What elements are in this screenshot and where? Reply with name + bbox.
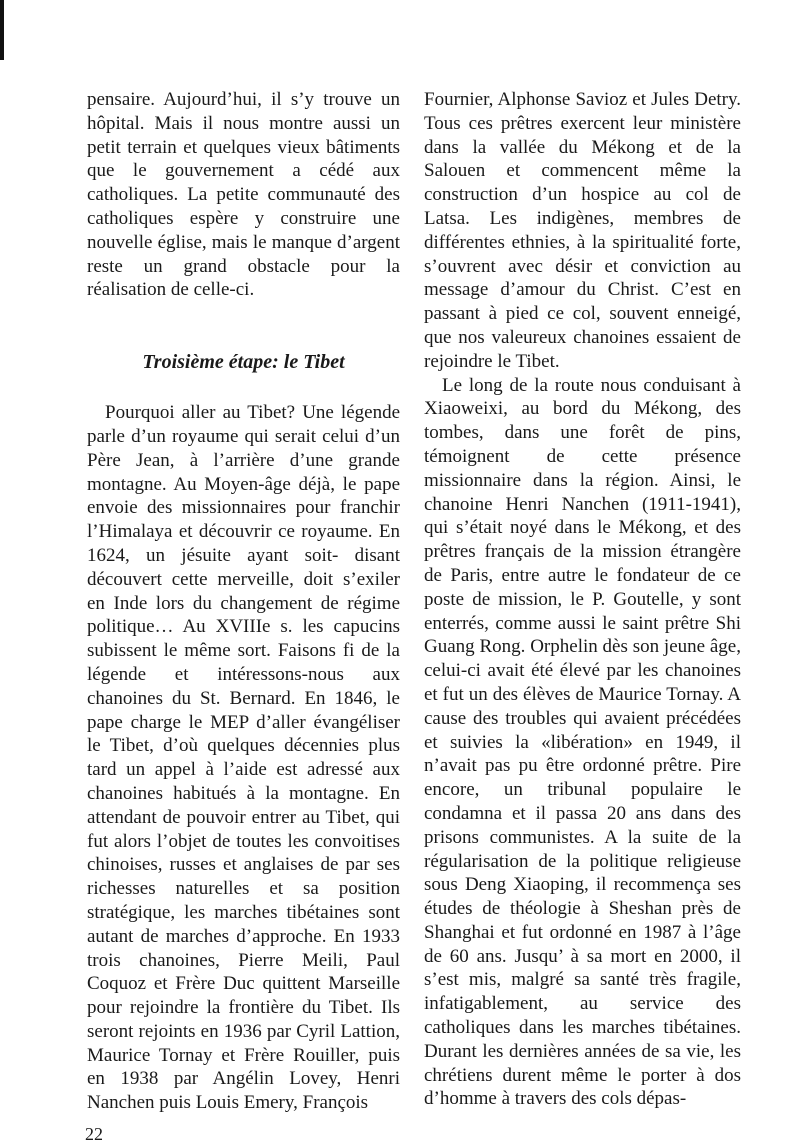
paragraph-missionaries: Fournier, Alphonse Savioz et Jules Detry. Tous ces prêtres exercent leur ministère dans la vallée du Mékong et de la Salouen et commencent même la construction d’un hospice au col de Latsa. Les indigènes, membres de différentes ethnies, à la spiritualité forte, s’ouvrent avec désir et conviction au message d’amour du Christ. C’est en passant à pied ce col, souvent enneigé, que nos valeureux chanoines essaient de rejoindre le Tibet. xyxy=(424,89,741,372)
paragraph-xiaoweixi: Le long de la route nous conduisant à Xiaoweixi, au bord du Mékong, des tombes, dans une forêt de pins, témoignent de cette présence missionnaire dans la région. Ainsi, le chanoine Henri Nanchen (1911-1941), qui s’était noyé dans le Mékong, et des prêtres français de la mission étrangère de Paris, entre autre le fondateur de ce poste de mission, le P. Goutelle, y sont enterrés, comme aussi le saint prêtre Shi Guang Rong. Orphelin dès son jeune âge, celui-ci avait été élevé par les chanoines et fut un des élèves de Maurice Tornay. A cause des troubles qui avaient précédées et suivies la «libération» en 1949, il n’avait pas pu être ordonné prêtre. Pire encore, un tribunal populaire le condamna et il passa 20 ans dans des prisons communistes. A la suite de la régularisation de la politique religieuse sous Deng Xiaoping, il recommença ses études de théologie à Sheshan près de Shanghai et fut ordonné en 1987 à l’âge de 60 ans. Jusqu’ à sa mort en 2000, il s’est mis, malgré sa santé très fragile, infatigablement, au service des catholiques dans les marches tibétaines. Durant les dernières années de sa vie, les chrétiens durent même le porter à dos d’homme à travers des cols dépas- xyxy=(424,374,741,1110)
section-heading: Troisième étape: le Tibet xyxy=(142,351,345,374)
right-column xyxy=(424,88,741,1111)
left-column xyxy=(87,88,400,1115)
page-edge-mark xyxy=(0,0,4,60)
paragraph-continuation: pensaire. Aujourd’hui, il s’y trouve un hôpital. Mais il nous montre aussi un petit terrain et quelques vieux bâtiments que le gouvernement a cédé aux catholiques. La petite communauté des catholiques espère y construire une nouvelle église, mais le manque d’argent reste un grand obstacle pour la réalisation de celle-ci. xyxy=(87,89,400,301)
paragraph-tibet-intro: Pourquoi aller au Tibet? Une légende parle d’un royaume qui serait celui d’un Père Jean, à l’arrière d’une grande montagne. Au Moyen-âge déjà, le pape envoie des missionnaires pour franchir l’Himalaya et découvrir ce royaume. En 1624, un jésuite ayant soit- disant découvert cette merveille, doit s’exiler en Inde lors du changement de régime politique… Au XVIIIe s. les capucins subissent le même sort. Faisons fi de la légende et intéressons-nous aux chanoines du St. Bernard. En 1846, le pape charge le MEP d’aller évangéliser le Tibet, d’où quelques décennies plus tard un appel à l’aide est adressé aux chanoines habitués à la montagne. En attendant de pouvoir entrer au Tibet, qui fut alors l’objet de toutes les convoitises chinoises, russes et anglaises de par ses richesses naturelles et sa position stratégique, les marches tibétaines sont autant de marches d’approche. En 1933 trois chanoines, Pierre Meili, Paul Coquoz et Frère Duc quittent Marseille pour rejoindre la frontière du Tibet. Ils seront rejoints en 1936 par Cyril Lattion, Maurice Tornay et Frère Rouiller, puis en 1938 par Angélin Lovey, Henri Nanchen puis Louis Emery, François xyxy=(87,402,400,1114)
page-number: 22 xyxy=(85,1124,103,1144)
